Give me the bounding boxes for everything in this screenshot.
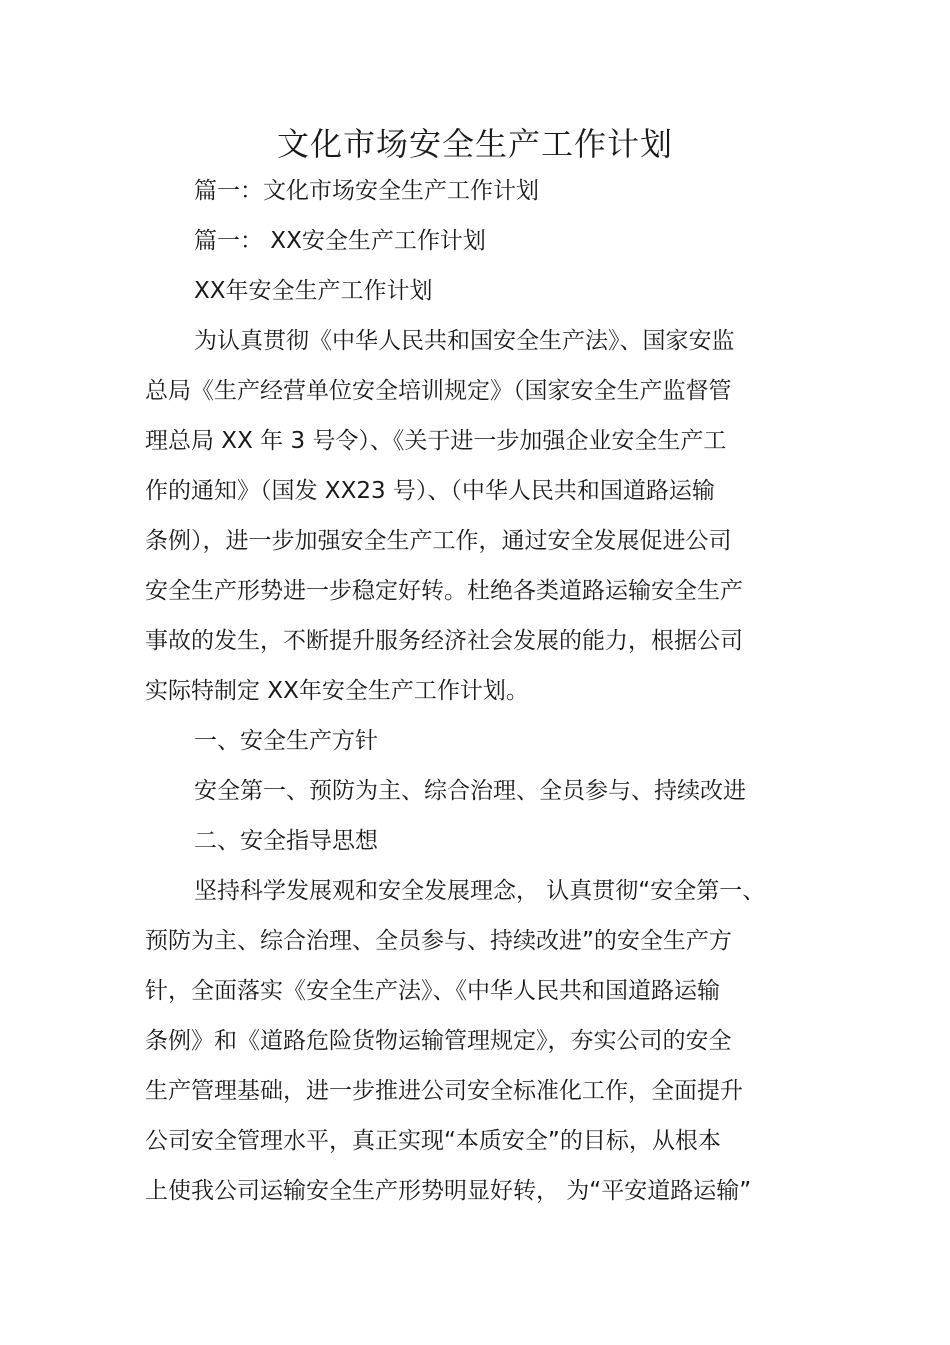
text-line: 条例），进一步加强安全生产工作，通过安全发展促进公司 — [145, 528, 732, 554]
text-line: 安全第一、预防为主、综合治理、全员参与、持续改进 — [194, 778, 746, 804]
text-line: XX年安全生产工作计划 — [194, 278, 433, 304]
text-line: 作的通知》（国发 XX23 号）、（中华人民共和国道路运输 — [145, 478, 715, 504]
section-heading: 二、安全指导思想 — [194, 828, 378, 854]
text-line: 安全生产形势进一步稳定好转。杜绝各类道路运输安全生产 — [145, 578, 743, 604]
text-line: 理总局 XX 年 3 号令）、《关于进一步加强企业安全生产工 — [145, 428, 727, 454]
text-line: 实际特制定 XX年安全生产工作计划。 — [145, 678, 529, 704]
text-line: 事故的发生，不断提升服务经济社会发展的能力，根据公司 — [145, 628, 743, 654]
section-heading: 一、安全生产方针 — [194, 728, 378, 754]
text-line: 针，全面落实《安全生产法》、《中华人民共和国道路运输 — [145, 978, 720, 1004]
text-line: 生产管理基础，进一步推进公司安全标准化工作，全面提升 — [145, 1078, 743, 1104]
text-line: 篇一： XX安全生产工作计划 — [194, 228, 486, 254]
document-title: 文化市场安全生产工作计划 — [276, 125, 673, 163]
text-line: 条例》和《道路危险货物运输管理规定》，夯实公司的安全 — [145, 1028, 732, 1054]
text-line: 篇一：文化市场安全生产工作计划 — [194, 178, 539, 204]
paragraph-start-line: 坚持科学发展观和安全发展理念， 认真贯彻“安全第一、 — [194, 878, 766, 904]
text-line: 公司安全管理水平，真正实现“本质安全”的目标，从根本 — [145, 1128, 721, 1154]
text-line: 预防为主、综合治理、全员参与、持续改进”的安全生产方 — [145, 928, 732, 954]
text-line: 上使我公司运输安全生产形势明显好转， 为“平安道路运输” — [145, 1178, 752, 1204]
paragraph-start-line: 为认真贯彻《中华人民共和国安全生产法》、国家安监 — [194, 328, 735, 354]
text-line: 总局《生产经营单位安全培训规定》（国家安全生产监督管 — [145, 378, 732, 404]
